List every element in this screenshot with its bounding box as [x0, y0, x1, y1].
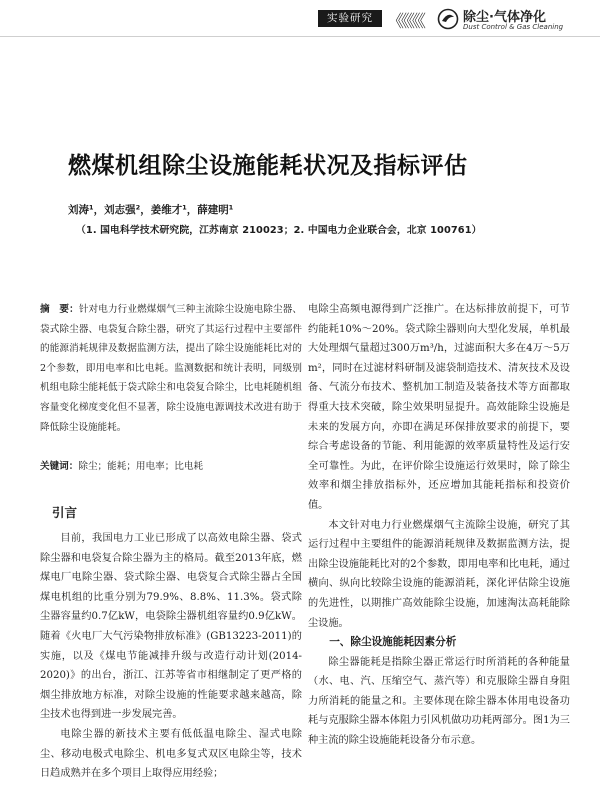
affiliation: （1. 国电科学技术研究院，江苏南京 210023；2. 中国电力企业联合会，北京 100761） [76, 225, 482, 236]
keywords-text: 除尘；能耗；用电率；比电耗 [78, 461, 204, 472]
journal-name-en: Dust Control & Gas Cleaning [463, 23, 564, 31]
intro-paragraph: 电除尘器的新技术主要有低低温电除尘、湿式电除尘、移动电极式电除尘、机电多复式双区电除尘等，技术日趋成熟并在多个项目上取得应用经验； [40, 728, 302, 780]
header-divider [0, 36, 600, 37]
keywords [40, 457, 302, 477]
abstract [40, 300, 302, 437]
keywords-label: 关键词： [40, 461, 79, 472]
body-paragraph: 本文针对电力行业燃煤烟气主流除尘设施，研究了其运行过程中主要组件的能源消耗规律及数据监测方法，提出除尘设施能耗比对的2个参数，即用电率和比电耗，通过横向、纵向比较除尘设施的能源消耗，深化评估除尘设施的先进性，以期推广高效能除尘设施，加速淘汰高耗能除尘设施。 [308, 519, 570, 629]
body-paragraph-continued: 电除尘高频电源得到广泛推广。在达标排放前提下，可节约能耗10%～20%。袋式除尘器则向大型化发展，单机最大处理烟气量超过300万m³/h，过滤面积大多在4万～5万m²，同时在过滤材料研制及滤袋制造技术、清灰技术及设备、气流分布技术、整机加工制造及装备技术等方面都取得重大技术突破，除尘效果明显提升。高效能除尘设施是未来的发展方向，亦即在满足环保排放要求的前提下，要综合考虑设备的节能、利用能源的效率质量特性及运行安全可靠性。为此，在评价除尘设施运行效果时，除了除尘效率和烟尘排放指标外，还应增加其能耗指标和投资价值。 [308, 304, 570, 511]
body-paragraph: 除尘器能耗是指除尘器正常运行时所消耗的各种能量（水、电、汽、压缩空气、蒸汽等）和克服除尘器自身阻力所消耗的能量之和。主要体现在除尘器本体用电设备功耗与克服除尘器本体阻力引风机做功功耗两部分。图1为三种主流的除尘设施能耗设备分布示意。 [308, 656, 570, 747]
right-column [308, 300, 570, 751]
paper-title: 燃煤机组除尘设施能耗状况及指标评估 [68, 153, 468, 179]
chevron-decoration: 《《《《《 [387, 12, 423, 32]
intro-heading: 引言 [52, 505, 78, 520]
abstract-label: 摘 要： [40, 304, 79, 315]
section-heading: 一、除尘设施能耗因素分析 [329, 636, 457, 649]
section-tag: 实验研究 [318, 10, 382, 27]
journal-logo-icon [437, 8, 459, 30]
author-list: 刘涛¹，刘志强²，姜维才¹，薛建明¹ [68, 204, 234, 216]
journal-name-cn: 除尘·气体净化 [463, 10, 546, 25]
abstract-text: 针对电力行业燃煤烟气三种主流除尘设施电除尘器、袋式除尘器、电袋复合除尘器，研究了其运行过程中主要部件的能源消耗规律及数据监测方法，提出了除尘设施能耗比对的2个参数，即用电率和比电耗。监测数据和统计表明，同级别机组电除尘能耗低于袋式除尘和电袋复合除尘，比电耗随机组容量变化梯度变化但不显著，除尘设施电源调技术改进有助于降低除尘设施能耗。 [40, 304, 303, 433]
intro-paragraph: 目前，我国电力工业已形成了以高效电除尘器、袋式除尘器和电袋复合除尘器为主的格局。截至2013年底，燃煤电厂电除尘器、袋式除尘器、电袋复合式除尘器占全国煤电机组的比重分别为79.9%、8.8%、11.3%。袋式除尘器容量约0.7亿kW，电袋除尘器机组容量约0.9亿kW。随着《火电厂大气污染物排放标准》(GB13223-2011)的实施，以及《煤电节能减排升级与改造行动计划(2014-2020)》的出台，浙江、江苏等省市相继制定了更严格的烟尘排放地方标准，对除尘设施的性能要求越来越高，除尘技术也得到进一步发展完善。 [40, 533, 302, 721]
intro-body [40, 529, 302, 784]
